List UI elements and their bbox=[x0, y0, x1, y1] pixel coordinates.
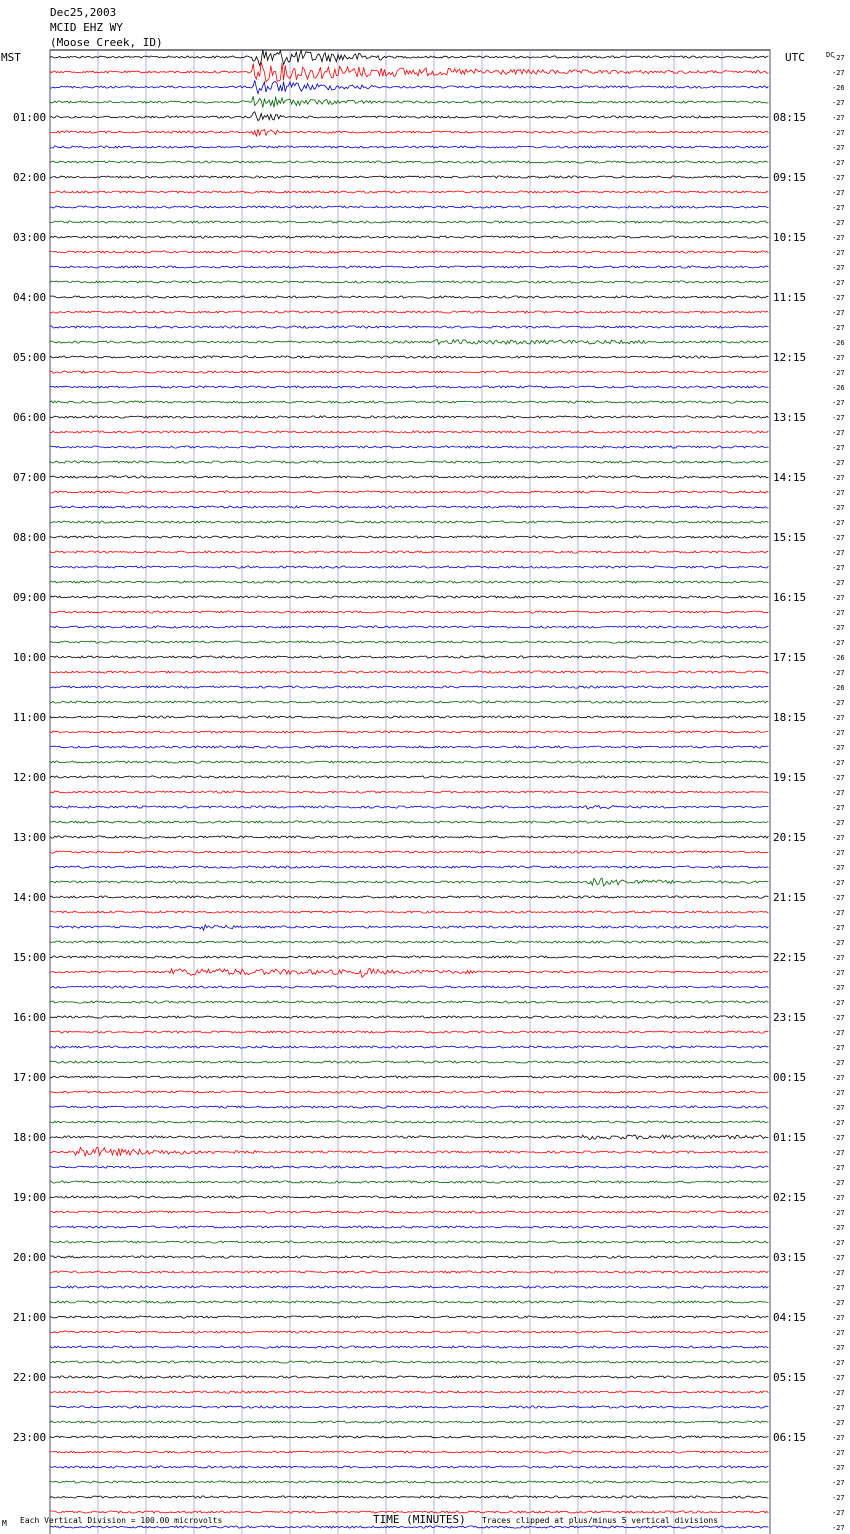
mst-hour-label: 22:00 bbox=[13, 1371, 47, 1384]
trace-row bbox=[50, 925, 768, 931]
trace-row bbox=[50, 446, 768, 448]
trace-row bbox=[50, 50, 768, 66]
dc-offset: -27 bbox=[832, 1239, 845, 1247]
trace-row bbox=[50, 161, 768, 163]
dc-offset: -27 bbox=[832, 1479, 845, 1487]
trace-row bbox=[50, 251, 768, 253]
dc-offset: -27 bbox=[832, 549, 845, 557]
trace-row bbox=[50, 866, 768, 868]
dc-offset: -27 bbox=[832, 999, 845, 1007]
utc-hour-label: 00:15 bbox=[773, 1071, 807, 1084]
dc-offset: -27 bbox=[832, 864, 845, 872]
utc-hour-label: 20:15 bbox=[773, 831, 807, 844]
left-axis-label: MST bbox=[1, 51, 21, 64]
trace-row bbox=[50, 851, 768, 853]
utc-hour-label: 21:15 bbox=[773, 891, 807, 904]
dc-offset: -27 bbox=[832, 114, 845, 122]
dc-offset: -27 bbox=[832, 609, 845, 617]
dc-offset: -26 bbox=[832, 654, 845, 662]
dc-offset: -26 bbox=[832, 384, 845, 392]
utc-hour-label: 16:15 bbox=[773, 591, 807, 604]
dc-offset: -27 bbox=[832, 669, 845, 677]
mst-hour-label: 23:00 bbox=[13, 1431, 47, 1444]
mst-hour-label: 15:00 bbox=[13, 951, 47, 964]
dc-offset: -27 bbox=[832, 1374, 845, 1382]
trace-row bbox=[50, 206, 768, 208]
trace-row bbox=[50, 1376, 768, 1378]
dc-offset: -27 bbox=[832, 174, 845, 182]
trace-row bbox=[50, 431, 768, 433]
trace-row bbox=[50, 671, 768, 673]
trace-row bbox=[50, 129, 768, 136]
dc-offset: -27 bbox=[832, 954, 845, 962]
dc-offset: -27 bbox=[832, 1014, 845, 1022]
dc-offset: -26 bbox=[832, 339, 845, 347]
trace-group bbox=[50, 50, 768, 1534]
mst-hour-label: 20:00 bbox=[13, 1251, 47, 1264]
trace-row bbox=[50, 1091, 768, 1093]
trace-row bbox=[50, 968, 768, 977]
mst-hour-label: 14:00 bbox=[13, 891, 47, 904]
dc-offset: -27 bbox=[832, 1209, 845, 1217]
dc-offset: -26 bbox=[832, 684, 845, 692]
right-axis-label: UTC bbox=[785, 51, 805, 64]
mst-hour-label: 03:00 bbox=[13, 231, 47, 244]
trace-row bbox=[50, 806, 768, 810]
trace-row bbox=[50, 1181, 768, 1183]
dc-offset: -27 bbox=[832, 1029, 845, 1037]
trace-row bbox=[50, 112, 768, 121]
utc-hour-label: 08:15 bbox=[773, 111, 807, 124]
dc-offset: -27 bbox=[832, 924, 845, 932]
dc-offset: -27 bbox=[832, 1464, 845, 1472]
trace-row bbox=[50, 1466, 768, 1468]
dc-offset: -27 bbox=[832, 1359, 845, 1367]
dc-offset: -27 bbox=[832, 894, 845, 902]
right-hour-labels bbox=[773, 111, 806, 1444]
mst-hour-label: 10:00 bbox=[13, 651, 47, 664]
mst-hour-label: 08:00 bbox=[13, 531, 47, 544]
dc-offset: -27 bbox=[832, 414, 845, 422]
trace-row bbox=[50, 326, 768, 328]
trace-row bbox=[50, 476, 768, 478]
dc-offset: -27 bbox=[832, 849, 845, 857]
dc-offset: -27 bbox=[832, 54, 845, 62]
dc-offset: -27 bbox=[832, 249, 845, 257]
station-id: MCID EHZ WY bbox=[50, 21, 123, 34]
dc-offset: -27 bbox=[832, 564, 845, 572]
dc-offset: -27 bbox=[832, 399, 845, 407]
mst-hour-label: 17:00 bbox=[13, 1071, 47, 1084]
station-location: (Moose Creek, ID) bbox=[50, 36, 163, 49]
utc-hour-label: 02:15 bbox=[773, 1191, 807, 1204]
dc-offset: -27 bbox=[832, 1299, 845, 1307]
dc-offset: -26 bbox=[832, 84, 845, 92]
dc-offset: -27 bbox=[832, 1509, 845, 1517]
trace-row bbox=[50, 1361, 768, 1363]
trace-row bbox=[50, 1211, 768, 1213]
trace-row bbox=[50, 911, 768, 913]
trace-row bbox=[50, 356, 768, 358]
trace-row bbox=[50, 1451, 768, 1453]
mst-hour-label: 09:00 bbox=[13, 591, 47, 604]
trace-row bbox=[50, 461, 768, 463]
trace-row bbox=[50, 731, 768, 733]
record-date: Dec25,2003 bbox=[50, 6, 117, 19]
utc-hour-label: 01:15 bbox=[773, 1131, 807, 1144]
trace-row bbox=[50, 491, 768, 493]
trace-row bbox=[50, 761, 768, 763]
trace-row bbox=[50, 1135, 768, 1139]
trace-row bbox=[50, 1196, 768, 1198]
dc-offset: -27 bbox=[832, 504, 845, 512]
dc-offset-labels bbox=[832, 54, 845, 1534]
dc-offset: -27 bbox=[832, 714, 845, 722]
dc-offset: -27 bbox=[832, 1449, 845, 1457]
dc-offset: -27 bbox=[832, 1314, 845, 1322]
dc-offset: -27 bbox=[832, 1344, 845, 1352]
trace-row bbox=[50, 62, 768, 82]
trace-row bbox=[50, 1496, 768, 1498]
trace-row bbox=[50, 1046, 768, 1048]
dc-offset: -27 bbox=[832, 1059, 845, 1067]
trace-row bbox=[50, 1106, 768, 1108]
trace-row bbox=[50, 611, 768, 613]
dc-offset: -27 bbox=[832, 939, 845, 947]
dc-offset: -27 bbox=[832, 519, 845, 527]
utc-hour-label: 18:15 bbox=[773, 711, 807, 724]
dc-offset: -27 bbox=[832, 1074, 845, 1082]
trace-row bbox=[50, 941, 768, 943]
dc-offset: -27 bbox=[832, 459, 845, 467]
trace-row bbox=[50, 656, 768, 658]
trace-row bbox=[50, 146, 768, 148]
dc-offset: -27 bbox=[832, 579, 845, 587]
trace-row bbox=[50, 1526, 768, 1528]
mst-hour-label: 06:00 bbox=[13, 411, 47, 424]
dc-offset: -27 bbox=[832, 474, 845, 482]
dc-label: DC bbox=[826, 51, 835, 59]
trace-row bbox=[50, 1421, 768, 1423]
trace-row bbox=[50, 716, 768, 718]
trace-row bbox=[50, 551, 768, 553]
dc-offset: -27 bbox=[832, 759, 845, 767]
dc-offset: -27 bbox=[832, 729, 845, 737]
dc-offset: -27 bbox=[832, 189, 845, 197]
trace-row bbox=[50, 1481, 768, 1483]
trace-row bbox=[50, 686, 768, 688]
trace-row bbox=[50, 1031, 768, 1033]
trace-row bbox=[50, 506, 768, 508]
mst-hour-label: 11:00 bbox=[13, 711, 47, 724]
mst-hour-label: 21:00 bbox=[13, 1311, 47, 1324]
dc-offset: -27 bbox=[832, 1149, 845, 1157]
trace-row bbox=[50, 1241, 768, 1243]
trace-row bbox=[50, 386, 768, 388]
trace-row bbox=[50, 1391, 768, 1393]
trace-row bbox=[50, 339, 768, 344]
trace-row bbox=[50, 956, 768, 958]
utc-hour-label: 23:15 bbox=[773, 1011, 807, 1024]
trace-row bbox=[50, 281, 768, 283]
trace-row bbox=[50, 1406, 768, 1408]
dc-offset: -27 bbox=[832, 1404, 845, 1412]
dc-offset: -27 bbox=[832, 489, 845, 497]
dc-offset: -27 bbox=[832, 624, 845, 632]
mst-hour-label: 07:00 bbox=[13, 471, 47, 484]
trace-row bbox=[50, 1016, 768, 1018]
trace-row bbox=[50, 821, 768, 823]
dc-offset: -27 bbox=[832, 1224, 845, 1232]
trace-row bbox=[50, 1256, 768, 1258]
dc-offset: -27 bbox=[832, 1389, 845, 1397]
dc-offset: -27 bbox=[832, 639, 845, 647]
utc-hour-label: 15:15 bbox=[773, 531, 807, 544]
trace-row bbox=[50, 746, 768, 748]
dc-offset: -27 bbox=[832, 444, 845, 452]
utc-hour-label: 05:15 bbox=[773, 1371, 807, 1384]
trace-row bbox=[50, 536, 768, 538]
dc-offset: -27 bbox=[832, 129, 845, 137]
clip-note: Traces clipped at plus/minus 5 vertical divisions bbox=[482, 1516, 719, 1525]
trace-row bbox=[50, 1301, 768, 1303]
utc-hour-label: 03:15 bbox=[773, 1251, 807, 1264]
dc-offset: -27 bbox=[832, 1494, 845, 1502]
trace-row bbox=[50, 1147, 768, 1156]
dc-offset: -27 bbox=[832, 1179, 845, 1187]
trace-row bbox=[50, 791, 768, 793]
trace-row bbox=[50, 1331, 768, 1333]
utc-hour-label: 09:15 bbox=[773, 171, 807, 184]
trace-row bbox=[50, 986, 768, 988]
dc-offset: -27 bbox=[832, 1089, 845, 1097]
dc-offset: -27 bbox=[832, 594, 845, 602]
dc-offset: -27 bbox=[832, 159, 845, 167]
dc-offset: -27 bbox=[832, 1164, 845, 1172]
dc-offset: -27 bbox=[832, 1284, 845, 1292]
dc-offset: -27 bbox=[832, 219, 845, 227]
mst-hour-label: 16:00 bbox=[13, 1011, 47, 1024]
trace-row bbox=[50, 221, 768, 223]
dc-offset: -27 bbox=[832, 699, 845, 707]
mst-hour-label: 01:00 bbox=[13, 111, 47, 124]
utc-hour-label: 06:15 bbox=[773, 1431, 807, 1444]
utc-hour-label: 22:15 bbox=[773, 951, 807, 964]
trace-row bbox=[50, 878, 768, 886]
trace-row bbox=[50, 401, 768, 403]
trace-row bbox=[50, 416, 768, 418]
dc-offset: -27 bbox=[832, 1104, 845, 1112]
dc-offset: -27 bbox=[832, 744, 845, 752]
dc-offset: -27 bbox=[832, 309, 845, 317]
trace-row bbox=[50, 1166, 768, 1168]
mst-hour-label: 02:00 bbox=[13, 171, 47, 184]
mst-hour-label: 18:00 bbox=[13, 1131, 47, 1144]
trace-row bbox=[50, 1286, 768, 1288]
trace-row bbox=[50, 311, 768, 313]
trace-row bbox=[50, 1061, 768, 1063]
utc-hour-label: 11:15 bbox=[773, 291, 807, 304]
x-axis-title: TIME (MINUTES) bbox=[373, 1513, 466, 1526]
utc-hour-label: 19:15 bbox=[773, 771, 807, 784]
trace-row bbox=[50, 896, 768, 898]
trace-row bbox=[50, 701, 768, 703]
dc-offset: -27 bbox=[832, 1524, 845, 1532]
mst-hour-label: 05:00 bbox=[13, 351, 47, 364]
dc-offset: -27 bbox=[832, 1329, 845, 1337]
trace-row bbox=[50, 776, 768, 778]
trace-row bbox=[50, 266, 768, 268]
dc-offset: -27 bbox=[832, 534, 845, 542]
dc-offset: -27 bbox=[832, 1119, 845, 1127]
trace-row bbox=[50, 1076, 768, 1078]
dc-offset: -27 bbox=[832, 789, 845, 797]
dc-offset: -27 bbox=[832, 69, 845, 77]
trace-row bbox=[50, 80, 768, 93]
dc-offset: -27 bbox=[832, 1269, 845, 1277]
dc-offset: -27 bbox=[832, 879, 845, 887]
dc-offset: -27 bbox=[832, 369, 845, 377]
dc-offset: -27 bbox=[832, 909, 845, 917]
corner-mark: M bbox=[2, 1519, 7, 1528]
utc-hour-label: 10:15 bbox=[773, 231, 807, 244]
mst-hour-label: 12:00 bbox=[13, 771, 47, 784]
utc-hour-label: 14:15 bbox=[773, 471, 807, 484]
trace-row bbox=[50, 176, 768, 178]
dc-offset: -27 bbox=[832, 774, 845, 782]
dc-offset: -27 bbox=[832, 1419, 845, 1427]
dc-offset: -27 bbox=[832, 264, 845, 272]
utc-hour-label: 13:15 bbox=[773, 411, 807, 424]
trace-row bbox=[50, 296, 768, 298]
dc-offset: -27 bbox=[832, 144, 845, 152]
trace-row bbox=[50, 581, 768, 583]
dc-offset: -27 bbox=[832, 984, 845, 992]
trace-row bbox=[50, 1271, 768, 1273]
trace-row bbox=[50, 1121, 768, 1123]
trace-row bbox=[50, 1316, 768, 1318]
dc-offset: -27 bbox=[832, 234, 845, 242]
dc-offset: -27 bbox=[832, 1194, 845, 1202]
trace-row bbox=[50, 1346, 768, 1348]
scale-note: Each Vertical Division = 100.00 microvolts bbox=[20, 1516, 223, 1525]
trace-row bbox=[50, 1436, 768, 1438]
dc-offset: -27 bbox=[832, 279, 845, 287]
dc-offset: -27 bbox=[832, 204, 845, 212]
dc-offset: -27 bbox=[832, 819, 845, 827]
dc-offset: -27 bbox=[832, 804, 845, 812]
trace-row bbox=[50, 626, 768, 628]
dc-offset: -27 bbox=[832, 99, 845, 107]
dc-offset: -27 bbox=[832, 294, 845, 302]
trace-row bbox=[50, 191, 768, 193]
dc-offset: -27 bbox=[832, 429, 845, 437]
utc-hour-label: 17:15 bbox=[773, 651, 807, 664]
trace-row bbox=[50, 641, 768, 643]
trace-row bbox=[50, 96, 768, 107]
utc-hour-label: 12:15 bbox=[773, 351, 807, 364]
mst-hour-label: 13:00 bbox=[13, 831, 47, 844]
dc-offset: -27 bbox=[832, 354, 845, 362]
left-hour-labels bbox=[13, 111, 46, 1444]
dc-offset: -27 bbox=[832, 1434, 845, 1442]
trace-row bbox=[50, 1226, 768, 1228]
trace-row bbox=[50, 371, 768, 373]
trace-row bbox=[50, 566, 768, 568]
dc-offset: -27 bbox=[832, 969, 845, 977]
dc-offset: -27 bbox=[832, 834, 845, 842]
trace-row bbox=[50, 596, 768, 598]
dc-offset: -27 bbox=[832, 1044, 845, 1052]
trace-row bbox=[50, 236, 768, 238]
trace-row bbox=[50, 836, 768, 838]
mst-hour-label: 04:00 bbox=[13, 291, 47, 304]
trace-row bbox=[50, 1001, 768, 1003]
utc-hour-label: 04:15 bbox=[773, 1311, 807, 1324]
dc-offset: -27 bbox=[832, 324, 845, 332]
mst-hour-label: 19:00 bbox=[13, 1191, 47, 1204]
trace-row bbox=[50, 521, 768, 523]
dc-offset: -27 bbox=[832, 1134, 845, 1142]
dc-offset: -27 bbox=[832, 1254, 845, 1262]
